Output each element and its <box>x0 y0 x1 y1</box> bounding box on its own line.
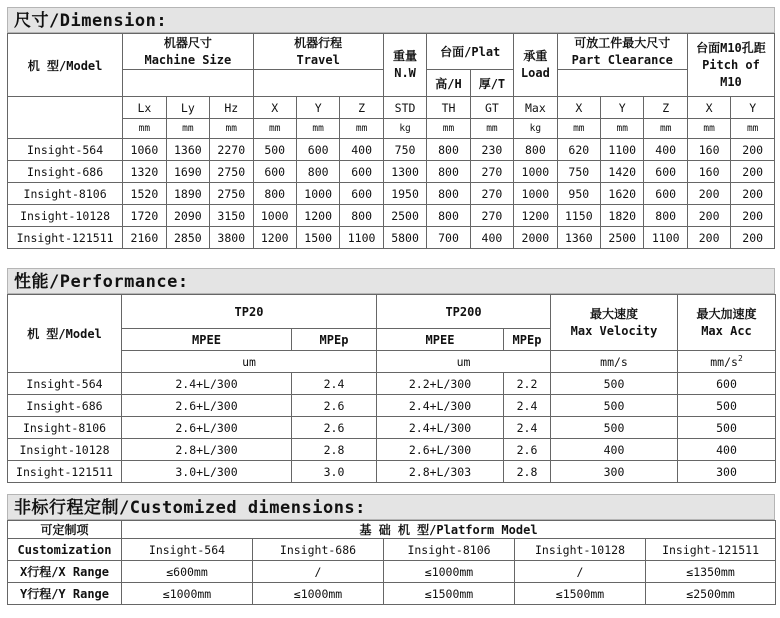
table-cell: 750 <box>557 161 600 183</box>
table-cell: 2.6 <box>504 439 551 461</box>
custom-model-cell: Insight-564 <box>122 539 253 561</box>
custom-model-row <box>8 539 776 561</box>
table-cell: 2.6 <box>292 395 377 417</box>
table-cell: 500 <box>678 417 776 439</box>
table-cell: ≤1350mm <box>646 561 776 583</box>
table-cell: 1500 <box>296 227 339 249</box>
table-cell: ≤1000mm <box>384 561 515 583</box>
table-cell: 1100 <box>340 227 383 249</box>
dim-column-header: GT <box>470 97 513 119</box>
dim-column-header: Z <box>644 97 687 119</box>
table-cell: 3.0+L/300 <box>122 461 292 483</box>
table-cell: 200 <box>731 227 775 249</box>
table-cell: 230 <box>470 139 513 161</box>
table-row <box>8 161 775 183</box>
table-cell: 2500 <box>601 227 644 249</box>
table-row <box>8 583 776 605</box>
model-name-cell: Insight-686 <box>8 395 122 417</box>
dim-unit-cell: mm <box>470 119 513 139</box>
dim-unit-cell: mm <box>557 119 600 139</box>
table-cell: 2.4+L/300 <box>377 395 504 417</box>
table-cell: 1690 <box>166 161 209 183</box>
dim-column-header: X <box>687 97 730 119</box>
table-cell: 600 <box>253 161 296 183</box>
table-cell: 800 <box>253 183 296 205</box>
table-cell: 2.4+L/300 <box>122 373 292 395</box>
table-cell: 2.8 <box>292 439 377 461</box>
model-name-cell: Insight-8106 <box>8 183 123 205</box>
dim-travel-header: 机器行程 Travel <box>253 34 383 70</box>
table-cell: 700 <box>427 227 470 249</box>
table-cell: 800 <box>514 139 557 161</box>
table-cell: 2270 <box>210 139 253 161</box>
dim-column-header: Y <box>601 97 644 119</box>
dim-load-header: 承重 Load <box>514 34 557 97</box>
dim-unit-cell: mm <box>210 119 253 139</box>
dim-column-header: Y <box>296 97 339 119</box>
table-cell: 200 <box>687 183 730 205</box>
table-cell: 200 <box>731 161 775 183</box>
dim-unit-cell: mm <box>687 119 730 139</box>
perf-tp200-unit: um <box>377 351 551 373</box>
table-cell: 1000 <box>296 183 339 205</box>
perf-tp20-mpep: MPEp <box>292 329 377 351</box>
table-cell: 270 <box>470 183 513 205</box>
table-cell: 400 <box>551 439 678 461</box>
perf-tp200-mpep: MPEp <box>504 329 551 351</box>
table-cell: 1000 <box>514 183 557 205</box>
table-row <box>8 373 776 395</box>
model-name-cell: Insight-564 <box>8 139 123 161</box>
custom-model-cell: Insight-10128 <box>515 539 646 561</box>
dim-col-spacer <box>8 97 123 139</box>
table-cell: 1820 <box>601 205 644 227</box>
table-cell: 2.6 <box>292 417 377 439</box>
model-name-cell: Insight-10128 <box>8 439 122 461</box>
dim-clearance-header: 可放工件最大尺寸 Part Clearance <box>557 34 687 70</box>
table-cell: 1360 <box>166 139 209 161</box>
table-row <box>8 139 775 161</box>
dim-unit-cell: mm <box>123 119 166 139</box>
table-cell: 500 <box>253 139 296 161</box>
table-cell: / <box>515 561 646 583</box>
table-cell: 600 <box>644 161 687 183</box>
table-cell: 200 <box>687 227 730 249</box>
table-row <box>8 561 776 583</box>
dimension-section <box>7 7 775 249</box>
table-cell: 1150 <box>557 205 600 227</box>
table-row <box>8 395 776 417</box>
custom-left-en: Customization <box>8 539 122 561</box>
table-cell: 600 <box>340 161 383 183</box>
dim-column-header: Hz <box>210 97 253 119</box>
table-cell: 300 <box>551 461 678 483</box>
perf-velocity-unit: mm/s <box>551 351 678 373</box>
table-row <box>8 205 775 227</box>
table-cell: 1320 <box>123 161 166 183</box>
dim-column-header: Y <box>731 97 775 119</box>
table-cell: 600 <box>678 373 776 395</box>
table-cell: 1200 <box>514 205 557 227</box>
table-cell: 800 <box>427 205 470 227</box>
perf-model-header: 机 型/Model <box>8 295 122 373</box>
custom-table <box>7 520 776 605</box>
table-cell: 1890 <box>166 183 209 205</box>
table-cell: 2.4 <box>292 373 377 395</box>
custom-model-cell: Insight-686 <box>253 539 384 561</box>
dim-platform-th: 高/H <box>427 70 470 97</box>
perf-tp20-mpee: MPEE <box>122 329 292 351</box>
dim-unit-cell: mm <box>166 119 209 139</box>
table-cell: / <box>253 561 384 583</box>
dim-platform-gt: 厚/T <box>470 70 513 97</box>
table-cell: 400 <box>644 139 687 161</box>
table-cell: 2850 <box>166 227 209 249</box>
performance-title: 性能/Performance: <box>7 268 775 294</box>
dim-column-header: Z <box>340 97 383 119</box>
table-cell: 400 <box>340 139 383 161</box>
dim-model-header: 机 型/Model <box>8 34 123 97</box>
table-cell: 2090 <box>166 205 209 227</box>
table-cell: 500 <box>551 395 678 417</box>
table-cell: 800 <box>644 205 687 227</box>
dim-unit-cell: mm <box>731 119 775 139</box>
performance-section <box>7 268 775 483</box>
table-cell: 2160 <box>123 227 166 249</box>
table-cell: 400 <box>470 227 513 249</box>
custom-model-cell: Insight-8106 <box>384 539 515 561</box>
model-name-cell: Insight-564 <box>8 373 122 395</box>
perf-tp200-header: TP200 <box>377 295 551 329</box>
table-cell: ≤1000mm <box>122 583 253 605</box>
table-cell: 1360 <box>557 227 600 249</box>
dim-unit-row <box>8 119 775 139</box>
dim-machine-size-header: 机器尺寸 Machine Size <box>123 34 253 70</box>
dim-column-header: X <box>557 97 600 119</box>
dimension-table <box>7 33 775 249</box>
custom-left-cn: 可定制项 <box>8 521 122 539</box>
table-cell: 400 <box>678 439 776 461</box>
model-name-cell: Insight-121511 <box>8 227 123 249</box>
perf-tp20-unit: um <box>122 351 377 373</box>
dim-unit-cell: mm <box>340 119 383 139</box>
table-cell: 2500 <box>383 205 426 227</box>
table-cell: 950 <box>557 183 600 205</box>
table-cell: 2.4 <box>504 417 551 439</box>
perf-acc-unit: $mm/s^2$ <box>678 351 776 373</box>
table-cell: 1300 <box>383 161 426 183</box>
table-cell: ≤1500mm <box>515 583 646 605</box>
model-name-cell: Insight-10128 <box>8 205 123 227</box>
table-cell: 2.8+L/303 <box>377 461 504 483</box>
dim-pitch-header: 台面M10孔距 Pitch of M10 <box>687 34 774 97</box>
table-cell: 1000 <box>253 205 296 227</box>
custom-section <box>7 494 775 605</box>
table-cell: ≤2500mm <box>646 583 776 605</box>
table-cell: 200 <box>731 139 775 161</box>
table-cell: 1000 <box>514 161 557 183</box>
custom-title: 非标行程定制/Customized dimensions: <box>7 494 775 520</box>
dim-column-header: Max <box>514 97 557 119</box>
table-cell: 1100 <box>644 227 687 249</box>
dim-platform-header: 台面/Plat <box>427 34 514 70</box>
table-cell: 2.4+L/300 <box>377 417 504 439</box>
table-cell: 1100 <box>601 139 644 161</box>
table-cell: 600 <box>296 139 339 161</box>
table-cell: 270 <box>470 161 513 183</box>
table-cell: 500 <box>551 417 678 439</box>
model-name-cell: Insight-8106 <box>8 417 122 439</box>
dim-column-header: Ly <box>166 97 209 119</box>
table-cell: ≤1500mm <box>384 583 515 605</box>
performance-table <box>7 294 776 483</box>
table-cell: 200 <box>731 205 775 227</box>
table-cell: 600 <box>644 183 687 205</box>
dim-unit-cell: mm <box>253 119 296 139</box>
table-cell: 800 <box>340 205 383 227</box>
table-cell: 2.6+L/300 <box>122 417 292 439</box>
dimension-title: 尺寸/Dimension: <box>7 7 775 33</box>
table-cell: 1420 <box>601 161 644 183</box>
table-cell: 1950 <box>383 183 426 205</box>
table-row <box>8 417 776 439</box>
table-cell: 500 <box>678 395 776 417</box>
table-cell: 800 <box>427 183 470 205</box>
table-cell: 1200 <box>296 205 339 227</box>
table-cell: 800 <box>296 161 339 183</box>
dim-unit-cell: mm <box>427 119 470 139</box>
table-cell: 3800 <box>210 227 253 249</box>
table-cell: ≤600mm <box>122 561 253 583</box>
table-cell: 3150 <box>210 205 253 227</box>
dim-column-header: Lx <box>123 97 166 119</box>
dim-unit-cell: mm <box>644 119 687 139</box>
dim-unit-cell: kg <box>383 119 426 139</box>
table-cell: 2.8+L/300 <box>122 439 292 461</box>
table-cell: 2750 <box>210 161 253 183</box>
table-cell: 1720 <box>123 205 166 227</box>
table-cell: 2000 <box>514 227 557 249</box>
table-cell: 2750 <box>210 183 253 205</box>
table-cell: 800 <box>427 139 470 161</box>
table-cell: 1060 <box>123 139 166 161</box>
table-cell: ≤1000mm <box>253 583 384 605</box>
table-cell: 2.6+L/300 <box>122 395 292 417</box>
perf-tp20-header: TP20 <box>122 295 377 329</box>
table-cell: 3.0 <box>292 461 377 483</box>
perf-tp200-mpee: MPEE <box>377 329 504 351</box>
table-cell: 500 <box>551 373 678 395</box>
dim-unit-cell: mm <box>296 119 339 139</box>
table-cell: 2.6+L/300 <box>377 439 504 461</box>
table-cell: 270 <box>470 205 513 227</box>
table-cell: 620 <box>557 139 600 161</box>
custom-model-cell: Insight-121511 <box>646 539 776 561</box>
custom-platform-header: 基 础 机 型/Platform Model <box>122 521 776 539</box>
perf-acc-header: 最大加速度 Max Acc <box>678 295 776 351</box>
dim-column-header: STD <box>383 97 426 119</box>
table-cell: 1620 <box>601 183 644 205</box>
dim-column-header-row <box>8 97 775 119</box>
table-cell: 1520 <box>123 183 166 205</box>
table-row <box>8 183 775 205</box>
table-cell: 1200 <box>253 227 296 249</box>
table-cell: 200 <box>731 183 775 205</box>
table-cell: 200 <box>687 205 730 227</box>
table-cell: 160 <box>687 161 730 183</box>
table-cell: 750 <box>383 139 426 161</box>
perf-velocity-header: 最大速度 Max Velocity <box>551 295 678 351</box>
table-cell: 5800 <box>383 227 426 249</box>
model-name-cell: Insight-121511 <box>8 461 122 483</box>
table-row <box>8 227 775 249</box>
dim-unit-cell: mm <box>601 119 644 139</box>
custom-range-label: X行程/X Range <box>8 561 122 583</box>
table-cell: 2.2+L/300 <box>377 373 504 395</box>
table-cell: 600 <box>340 183 383 205</box>
table-cell: 2.2 <box>504 373 551 395</box>
dim-column-header: X <box>253 97 296 119</box>
table-cell: 300 <box>678 461 776 483</box>
table-cell: 2.8 <box>504 461 551 483</box>
table-row <box>8 461 776 483</box>
dim-weight-header: 重量 N.W <box>383 34 426 97</box>
model-name-cell: Insight-686 <box>8 161 123 183</box>
dim-column-header: TH <box>427 97 470 119</box>
custom-range-label: Y行程/Y Range <box>8 583 122 605</box>
table-cell: 2.4 <box>504 395 551 417</box>
table-cell: 160 <box>687 139 730 161</box>
table-cell: 800 <box>427 161 470 183</box>
dim-unit-cell: kg <box>514 119 557 139</box>
table-row <box>8 439 776 461</box>
